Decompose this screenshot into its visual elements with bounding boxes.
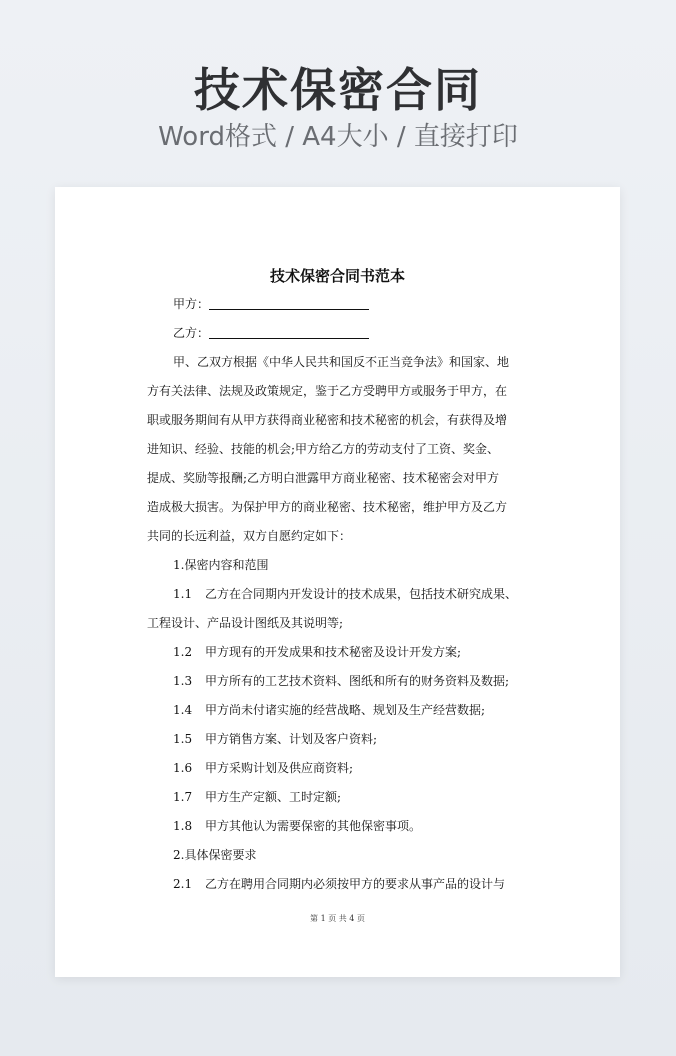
intro-line: 造成极大损害。为保护甲方的商业秘密、技术秘密，维护甲方及乙方 (147, 500, 508, 514)
party-b-blank (209, 322, 369, 339)
clause-text: 甲方销售方案、计划及客户资料; (205, 732, 378, 746)
clause-text: 乙方在聘用合同期内必须按甲方的要求从事产品的设计与 (205, 877, 506, 891)
clause-number: 1.6 (173, 761, 193, 775)
hero-subtitle: Word格式 / A4大小 / 直接打印 (158, 122, 518, 152)
clause-1-7 (147, 783, 530, 812)
clause-number: 1.2 (173, 645, 193, 659)
section-2-heading: 2.具体保密要求 (173, 848, 257, 862)
clause-1-2 (147, 638, 530, 667)
clause-text: 甲方尚未付诸实施的经营战略、规划及生产经营数据; (205, 703, 486, 717)
clause-2-1 (147, 870, 530, 899)
party-a-blank (209, 293, 369, 310)
intro-line: 进知识、经验、技能的机会;甲方给乙方的劳动支付了工资、奖金、 (147, 442, 500, 456)
clause-1-3 (147, 667, 530, 696)
party-b-label: 乙方： (173, 326, 210, 340)
section-1-heading: 1.保密内容和范围 (173, 558, 269, 572)
clause-number: 2.1 (173, 877, 193, 891)
intro-line: 共同的长远利益，双方自愿约定如下： (147, 529, 352, 543)
clause-1-1 (147, 580, 530, 609)
clause-1-5 (147, 725, 530, 754)
clause-text: 甲方采购计划及供应商资料; (205, 761, 354, 775)
intro-line: 职或服务期间有从甲方获得商业秘密和技术秘密的机会，有获得及增 (147, 413, 508, 427)
clause-text: 甲方所有的工艺技术资料、图纸和所有的财务资料及数据; (205, 674, 510, 688)
clause-text: 甲方现有的开发成果和技术秘密及设计开发方案; (205, 645, 462, 659)
clause-number: 1.3 (173, 674, 193, 688)
document-body (147, 290, 530, 899)
clause-text: 甲方其他认为需要保密的其他保密事项。 (205, 819, 422, 833)
clause-1-6 (147, 754, 530, 783)
clause-1-1-continuation: 工程设计、产品设计图纸及其说明等; (147, 616, 344, 630)
party-a-label: 甲方： (173, 297, 210, 311)
page-footer: 第 1 页 共 4 页 (310, 914, 365, 923)
clause-number: 1.5 (173, 732, 193, 746)
hero-title: 技术保密合同 (194, 63, 482, 117)
clause-text: 甲方生产定额、工时定额; (205, 790, 342, 804)
clause-number: 1.1 (173, 587, 193, 601)
clause-1-4 (147, 696, 530, 725)
document-page (55, 187, 620, 977)
clause-number: 1.8 (173, 819, 193, 833)
document-title: 技术保密合同书范本 (269, 267, 405, 285)
clause-number: 1.4 (173, 703, 193, 717)
party-a-line (147, 290, 530, 319)
intro-line: 提成、奖励等报酬;乙方明白泄露甲方商业秘密、技术秘密会对甲方 (147, 471, 500, 485)
clause-number: 1.7 (173, 790, 193, 804)
intro-line: 方有关法律、法规及政策规定，鉴于乙方受聘甲方或服务于甲方，在 (147, 384, 508, 398)
clause-1-8 (147, 812, 530, 841)
intro-line: 甲、乙双方根据《中华人民共和国反不正当竞争法》和国家、地 (173, 355, 510, 369)
clause-text: 乙方在合同期内开发设计的技术成果，包括技术研究成果、 (205, 587, 518, 601)
party-b-line (147, 319, 530, 348)
